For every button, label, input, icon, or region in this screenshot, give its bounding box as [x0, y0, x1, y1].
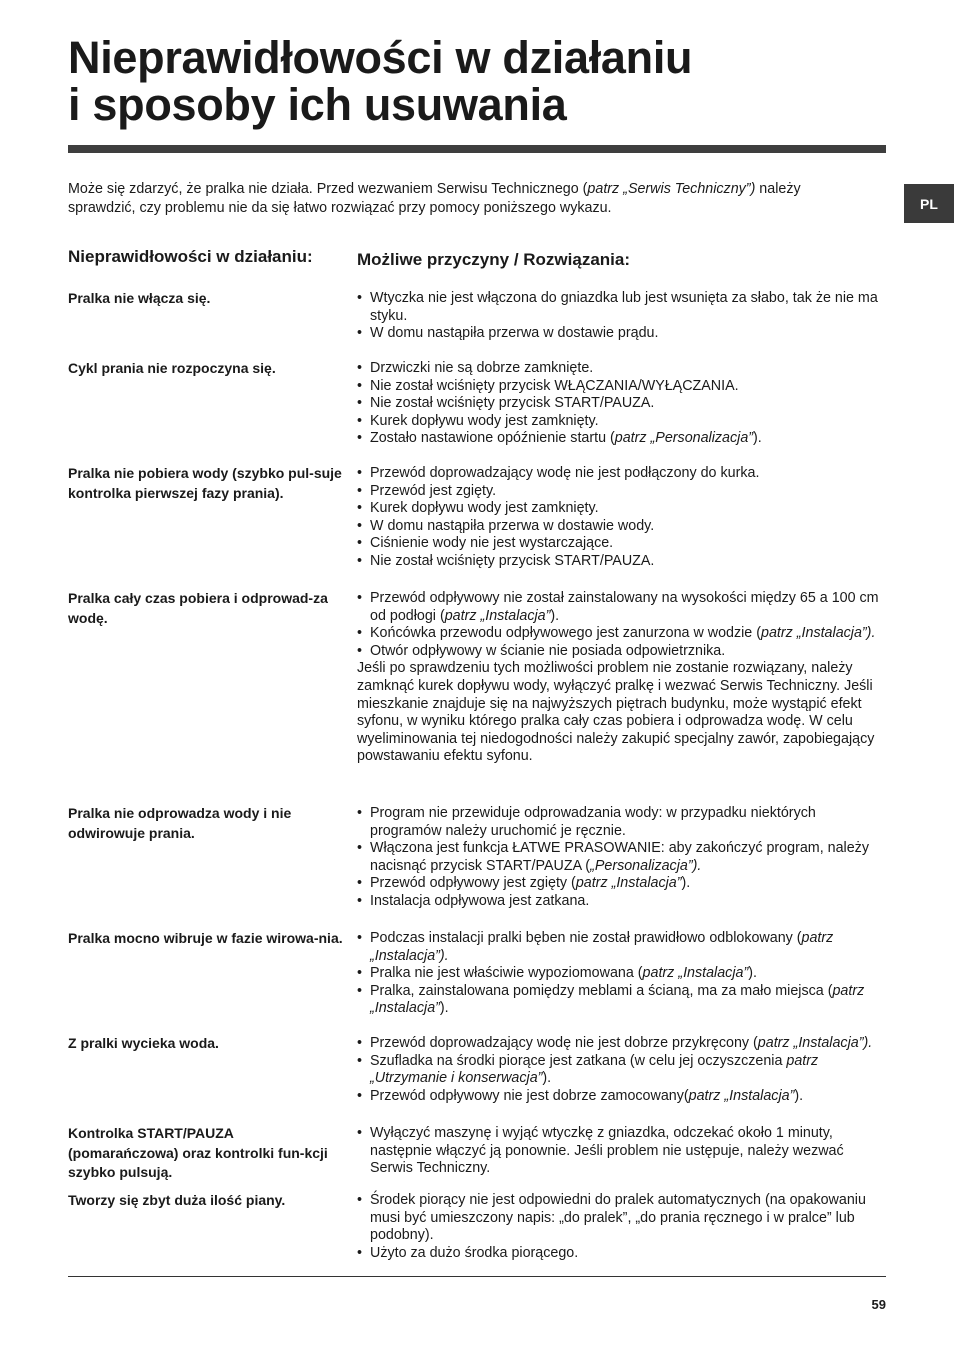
cause-text: Przewód odpływowy nie został zainstalowany na wysokości między 65 a 100 cm od podłogi (	[370, 590, 879, 624]
cause-reference: patrz „Instalacja”	[370, 982, 865, 1017]
cause-text: Środek piorący nie jest odpowiedni do pralek automatycznych (na opakowaniu musi być umieszczony napis: „do pralek”, „do prania ręcznego i w pralce” lub podobny).	[370, 1192, 866, 1244]
cause-list	[357, 805, 887, 911]
cause-item	[357, 590, 887, 625]
remedy-block	[357, 1125, 887, 1178]
cause-reference: patrz „Personalizacja”	[614, 430, 754, 447]
cause-text: Wyłączyć maszynę i wyjąć wtyczkę z gniazdka, odczekać około 1 minuty, następnie włączyć ją ponownie. Jeśli problem nie ustępuje, należy wezwać Serwis Techniczny.	[370, 1125, 844, 1177]
solutions-column-header: Możliwe przyczyny / Rozwiązania:	[357, 250, 631, 269]
intro-text-2: należy sprawdzić, czy problemu nie da się łatwo rozwiązać przy pomocy poniższego wykazu.	[68, 181, 801, 216]
cause-text: Użyto za dużo środka piorącego.	[370, 1244, 579, 1261]
cause-reference: patrz „Instalacja”	[575, 875, 682, 892]
cause-item	[357, 430, 887, 448]
cause-item	[357, 965, 887, 983]
cause-text: W domu nastąpiła przerwa w dostawie wody.	[370, 517, 655, 534]
cause-item	[357, 378, 887, 396]
cause-text-end: ).	[753, 430, 762, 447]
cause-item	[357, 1245, 887, 1263]
intro-text-1: Może się zdarzyć, że pralka nie działa. Przed wezwaniem Serwisu Technicznego (	[68, 181, 588, 197]
cause-reference: patrz „Instalacja”	[642, 965, 749, 982]
cause-text-end: ).	[439, 1000, 449, 1017]
remedy-block	[357, 590, 887, 766]
remedy-block	[357, 1035, 887, 1105]
cause-text: Program nie przewiduje odprowadzania wody: w przypadku niektórych programów należy uruchomić je ręcznie.	[370, 805, 816, 839]
cause-text: Pralka nie jest właściwie wypoziomowana (	[370, 965, 643, 982]
cause-item	[357, 290, 887, 325]
cause-text: Przewód jest zgięty.	[370, 482, 497, 499]
cause-item	[357, 1125, 887, 1178]
cause-item	[357, 643, 887, 661]
cause-item	[357, 395, 887, 413]
cause-text: Otwór odpływowy w ścianie nie posiada odpowietrznika.	[370, 642, 726, 659]
cause-list	[357, 360, 887, 448]
cause-text: Drzwiczki nie są dobrze zamknięte.	[370, 360, 594, 376]
intro-paragraph	[68, 180, 868, 218]
cause-text: Przewód doprowadzający wodę nie jest dobrze przykręcony (	[370, 1035, 758, 1051]
cause-text: Nie został wciśnięty przycisk START/PAUZA.	[370, 395, 655, 412]
cause-reference: patrz „Instalacja”	[444, 607, 551, 624]
problem-label: Pralka nie odprowadza wody i nie odwirowuje prania.	[68, 805, 292, 841]
cause-item	[357, 413, 887, 431]
problems-column-header: Nieprawidłowości w działaniu:	[68, 247, 313, 266]
problem-label: Pralka nie pobiera wody (szybko pul-suje kontrolka pierwszej fazy prania).	[68, 465, 342, 501]
cause-text: Przewód odpływowy nie jest dobrze zamocowany(	[370, 1087, 689, 1104]
cause-list	[357, 465, 887, 571]
cause-item	[357, 483, 887, 501]
remedy-block	[357, 1192, 887, 1262]
cause-item	[357, 325, 887, 343]
page-title-line-1: Nieprawidłowości w działaniu	[68, 32, 693, 83]
cause-text: Zostało nastawione opóźnienie startu (	[370, 430, 615, 447]
cause-text: Ciśnienie wody nie jest wystarczające.	[370, 535, 614, 552]
cause-text-end: ).	[794, 1087, 804, 1104]
cause-item	[357, 1035, 887, 1053]
cause-text: Instalacja odpływowa jest zatkana.	[370, 892, 590, 909]
page-title	[68, 34, 692, 128]
problem-label: Pralka mocno wibruje w fazie wirowa-nia.	[68, 930, 343, 946]
cause-item	[357, 360, 887, 378]
cause-text: Wtyczka nie jest włączona do gniazdka lub jest wsunięta za słabo, tak że nie ma styku.	[370, 290, 878, 324]
cause-item	[357, 518, 887, 536]
cause-text-end: ).	[542, 1070, 552, 1087]
title-rule	[68, 145, 886, 153]
cause-text: Kurek dopływu wody jest zamknięty.	[370, 500, 599, 517]
cause-list	[357, 1125, 887, 1178]
problem-label: Kontrolka START/PAUZA (pomarańczowa) oraz kontrolki fun-kcji szybko pulsują.	[68, 1125, 328, 1180]
cause-reference: patrz „Instalacja”	[688, 1087, 795, 1104]
page-number: 59	[871, 1297, 886, 1312]
cause-item	[357, 840, 887, 875]
language-tab: PL	[904, 184, 954, 223]
cause-text: Kurek dopływu wody jest zamknięty.	[370, 412, 599, 429]
remedy-block	[357, 930, 887, 1018]
cause-item	[357, 930, 887, 965]
cause-text-end: ).	[550, 607, 560, 624]
cause-list	[357, 290, 887, 343]
cause-reference: „Personalizacja”).	[590, 857, 702, 874]
cause-text: Pralka, zainstalowana pomiędzy meblami a ścianą, ma za mało miejsca (	[370, 982, 833, 999]
remedy-block	[357, 360, 887, 448]
intro-reference: patrz „Serwis Techniczny”)	[587, 181, 756, 197]
remedy-block	[357, 465, 887, 571]
cause-text: Przewód doprowadzający wodę nie jest podłączony do kurka.	[370, 465, 760, 481]
cause-list	[357, 1192, 887, 1262]
remedy-note: Jeśli po sprawdzeniu tych możliwości problem nie zostanie rozwiązany, należy zamknąć kurek dopływu wody, wyłączyć pralkę i wezwać Serwis Techniczny. Jeśli mieszkanie znajduje się na najwyższych piętrach budynku, może wystąpić efekt syfonu, w wyniku którego pralka cały czas pobiera i odprowadza wodę. W celu wyeliminowania tej niedogodności należy zakupić specjalny zawór, zapobiegający powstawaniu efektu syfonu.	[357, 660, 875, 765]
cause-text: Nie został wciśnięty przycisk START/PAUZA.	[370, 552, 655, 569]
cause-item	[357, 1192, 887, 1245]
cause-reference: patrz „Utrzymanie i konserwacja”	[370, 1052, 819, 1087]
cause-item	[357, 1088, 887, 1106]
cause-reference: patrz „Instalacja”).	[370, 930, 834, 964]
cause-text: Podczas instalacji pralki bęben nie został prawidłowo odblokowany (	[370, 930, 802, 946]
problem-label: Tworzy się zbyt duża ilość piany.	[68, 1192, 286, 1208]
cause-list	[357, 930, 887, 1018]
remedy-block	[357, 805, 887, 911]
cause-text: Włączona jest funkcja ŁATWE PRASOWANIE: aby zakończyć program, należy nacisnąć przycisk START/PAUZA (	[370, 840, 869, 874]
cause-item	[357, 465, 887, 483]
cause-text: Nie został wciśnięty przycisk WŁĄCZANIA/WYŁĄCZANIA.	[370, 377, 739, 394]
problem-label: Pralka cały czas pobiera i odprowad-za wodę.	[68, 590, 328, 626]
cause-reference: patrz „Instalacja”).	[761, 625, 876, 642]
cause-item	[357, 983, 887, 1018]
cause-text-end: ).	[681, 875, 691, 892]
cause-list	[357, 590, 887, 660]
cause-item	[357, 805, 887, 840]
cause-item	[357, 625, 887, 643]
cause-text: Końcówka przewodu odpływowego jest zanurzona w wodzie (	[370, 625, 761, 642]
problem-label: Z pralki wycieka woda.	[68, 1035, 219, 1051]
cause-item	[357, 500, 887, 518]
cause-reference: patrz „Instalacja”).	[757, 1035, 873, 1051]
cause-list	[357, 1035, 887, 1105]
remedy-block	[357, 290, 887, 343]
cause-item	[357, 893, 887, 911]
cause-text-end: ).	[748, 965, 757, 982]
problem-label: Cykl prania nie rozpoczyna się.	[68, 360, 276, 376]
cause-text: Szufladka na środki piorące jest zatkana (w celu jej oczyszczenia	[370, 1052, 787, 1069]
cause-text: Przewód odpływowy jest zgięty (	[370, 875, 576, 892]
cause-item	[357, 535, 887, 553]
cause-text: W domu nastąpiła przerwa w dostawie prądu.	[370, 325, 659, 342]
cause-item	[357, 875, 887, 893]
problem-label: Pralka nie włącza się.	[68, 290, 211, 306]
page-title-line-2: i sposoby ich usuwania	[68, 79, 567, 130]
cause-item	[357, 1053, 887, 1088]
footer-rule	[68, 1276, 886, 1277]
cause-item	[357, 553, 887, 571]
